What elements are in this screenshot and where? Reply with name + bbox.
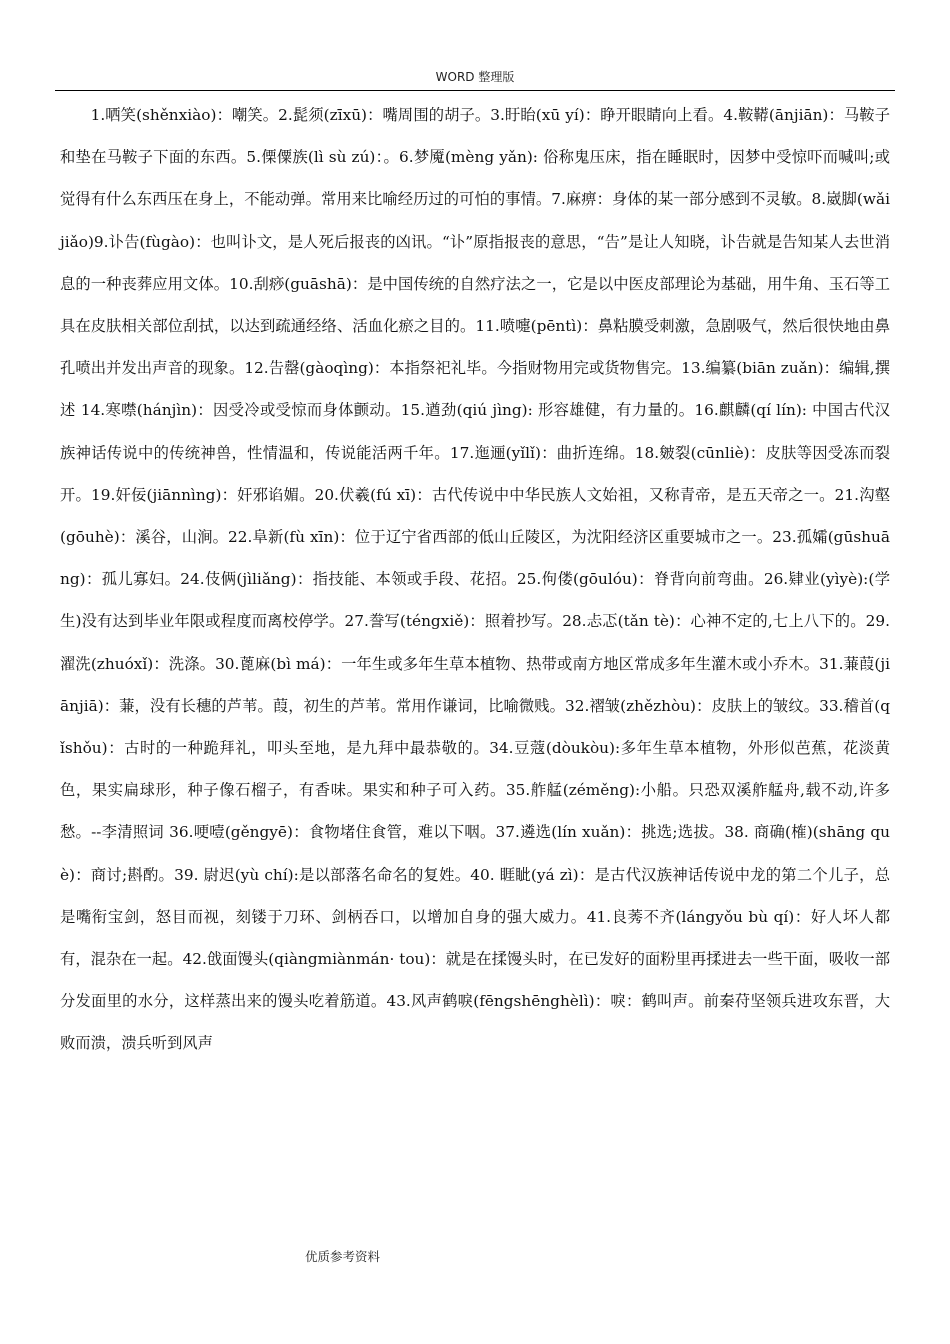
header-text: WORD 整理版 <box>435 70 515 84</box>
footer-text: 优质参考资料 <box>305 1249 381 1264</box>
page-header <box>55 64 895 91</box>
page-footer <box>305 1247 380 1265</box>
body-paragraph: 1.哂笑(shěnxiào)：嘲笑。2.髭须(zīxū)：嘴周围的胡子。3.盱眙(xū yí)：睁开眼睛向上看。4.鞍鞯(ānjiān)：马鞍子和垫在马鞍子下面的东西。5.傈僳族(lì sù zú)：。6.梦魇(mèng yǎn): 俗称鬼压床，指在睡眠时，因梦中受惊吓而喊叫;或觉得有什么东西压在身上，不能动弹。常用来比喻经历过的可怕的事情。7.麻痹：身体的某一部分感到不灵敏。8.崴脚(wǎijiǎo)9.讣告(fùgào)：也叫讣文，是人死后报丧的凶讯。“讣”原指报丧的意思，“告”是让人知晓，讣告就是告知某人去世消息的一种丧葬应用文体。10.刮痧(guāshā)：是中国传统的自然疗法之一，它是以中医皮部理论为基础，用牛角、玉石等工具在皮肤相关部位刮拭，以达到疏通经络、活血化瘀之目的。11.喷嚏(pēntì)：鼻粘膜受刺激，急剧吸气，然后很快地由鼻孔喷出并发出声音的现象。12.告罄(gàoqìng)：本指祭祀礼毕。今指财物用完或货物售完。13.编纂(biān zuǎn)：编辑,撰述 14.寒噤(hánjìn)：因受冷或受惊而身体颤动。15.遒劲(qiú jìng): 形容雄健，有力量的。16.麒麟(qí lín): 中国古代汉族神话传说中的传统神兽，性情温和，传说能活两千年。17.迤逦(yǐlǐ)：曲折连绵。18.皴裂(cūnliè)：皮肤等因受冻而裂开。19.奸佞(jiānnìng)：奸邪谄媚。20.伏羲(fú xī)：古代传说中中华民族人文始祖，又称青帝，是五天帝之一。21.沟壑(gōuhè)：溪谷，山涧。22.阜新(fù xīn)：位于辽宁省西部的低山丘陵区，为沈阳经济区重要城市之一。23.孤孀(gūshuāng)：孤儿寡妇。24.伎俩(jìliǎng)：指技能、本领或手段、花招。25.佝偻(gōulóu)：脊背向前弯曲。26.肄业(yìyè):(学生)没有达到毕业年限或程度而离校停学。27.誊写(téngxiě)：照着抄写。28.忐忑(tǎn tè)：心神不定的,七上八下的。29.濯洗(zhuóxǐ)：洗涤。30.蓖麻(bì má)：一年生或多年生草本植物、热带或南方地区常成多年生灌木或小乔木。31.蒹葭(jiānjiā)：蒹，没有长穗的芦苇。葭，初生的芦苇。常用作谦词，比喻微贱。32.褶皱(zhězhòu)：皮肤上的皱纹。33.稽首(qǐshǒu)：古时的一种跪拜礼，叩头至地，是九拜中最恭敬的。34.豆蔻(dòukòu):多年生草本植物，外形似芭蕉，花淡黄色，果实扁球形，种子像石榴子，有香味。果实和种子可入药。35.舴艋(zéměng):小船。只恐双溪舴艋舟,载不动,许多愁。--李清照词 36.哽噎(gěngyē)：食物堵住食管，难以下咽。37.遴选(lín xuǎn)：挑选;选拔。38. 商确(榷)(shāng què)：商讨;斟酌。39. 尉迟(yù chí):是以部落名命名的复姓。40. 睚眦(yá zì)：是古代汉族神话传说中龙的第二个儿子，总是嘴衔宝剑，怒目而视，刻镂于刀环、剑柄吞口，以增加自身的强大威力。41.良莠不齐(lángyǒu bù qí)：好人坏人都有，混杂在一起。42.戗面馒头(qiàngmiànmán· tou)：就是在揉馒头时，在已发好的面粉里再揉进去一些干面，吸收一部分发面里的水分，这样蒸出来的馒头吃着筋道。43.风声鹤唳(fēngshēnghèlì)：唳：鹤叫声。前秦苻坚领兵进攻东晋，大败而溃，溃兵听到风声 <box>60 106 890 1053</box>
